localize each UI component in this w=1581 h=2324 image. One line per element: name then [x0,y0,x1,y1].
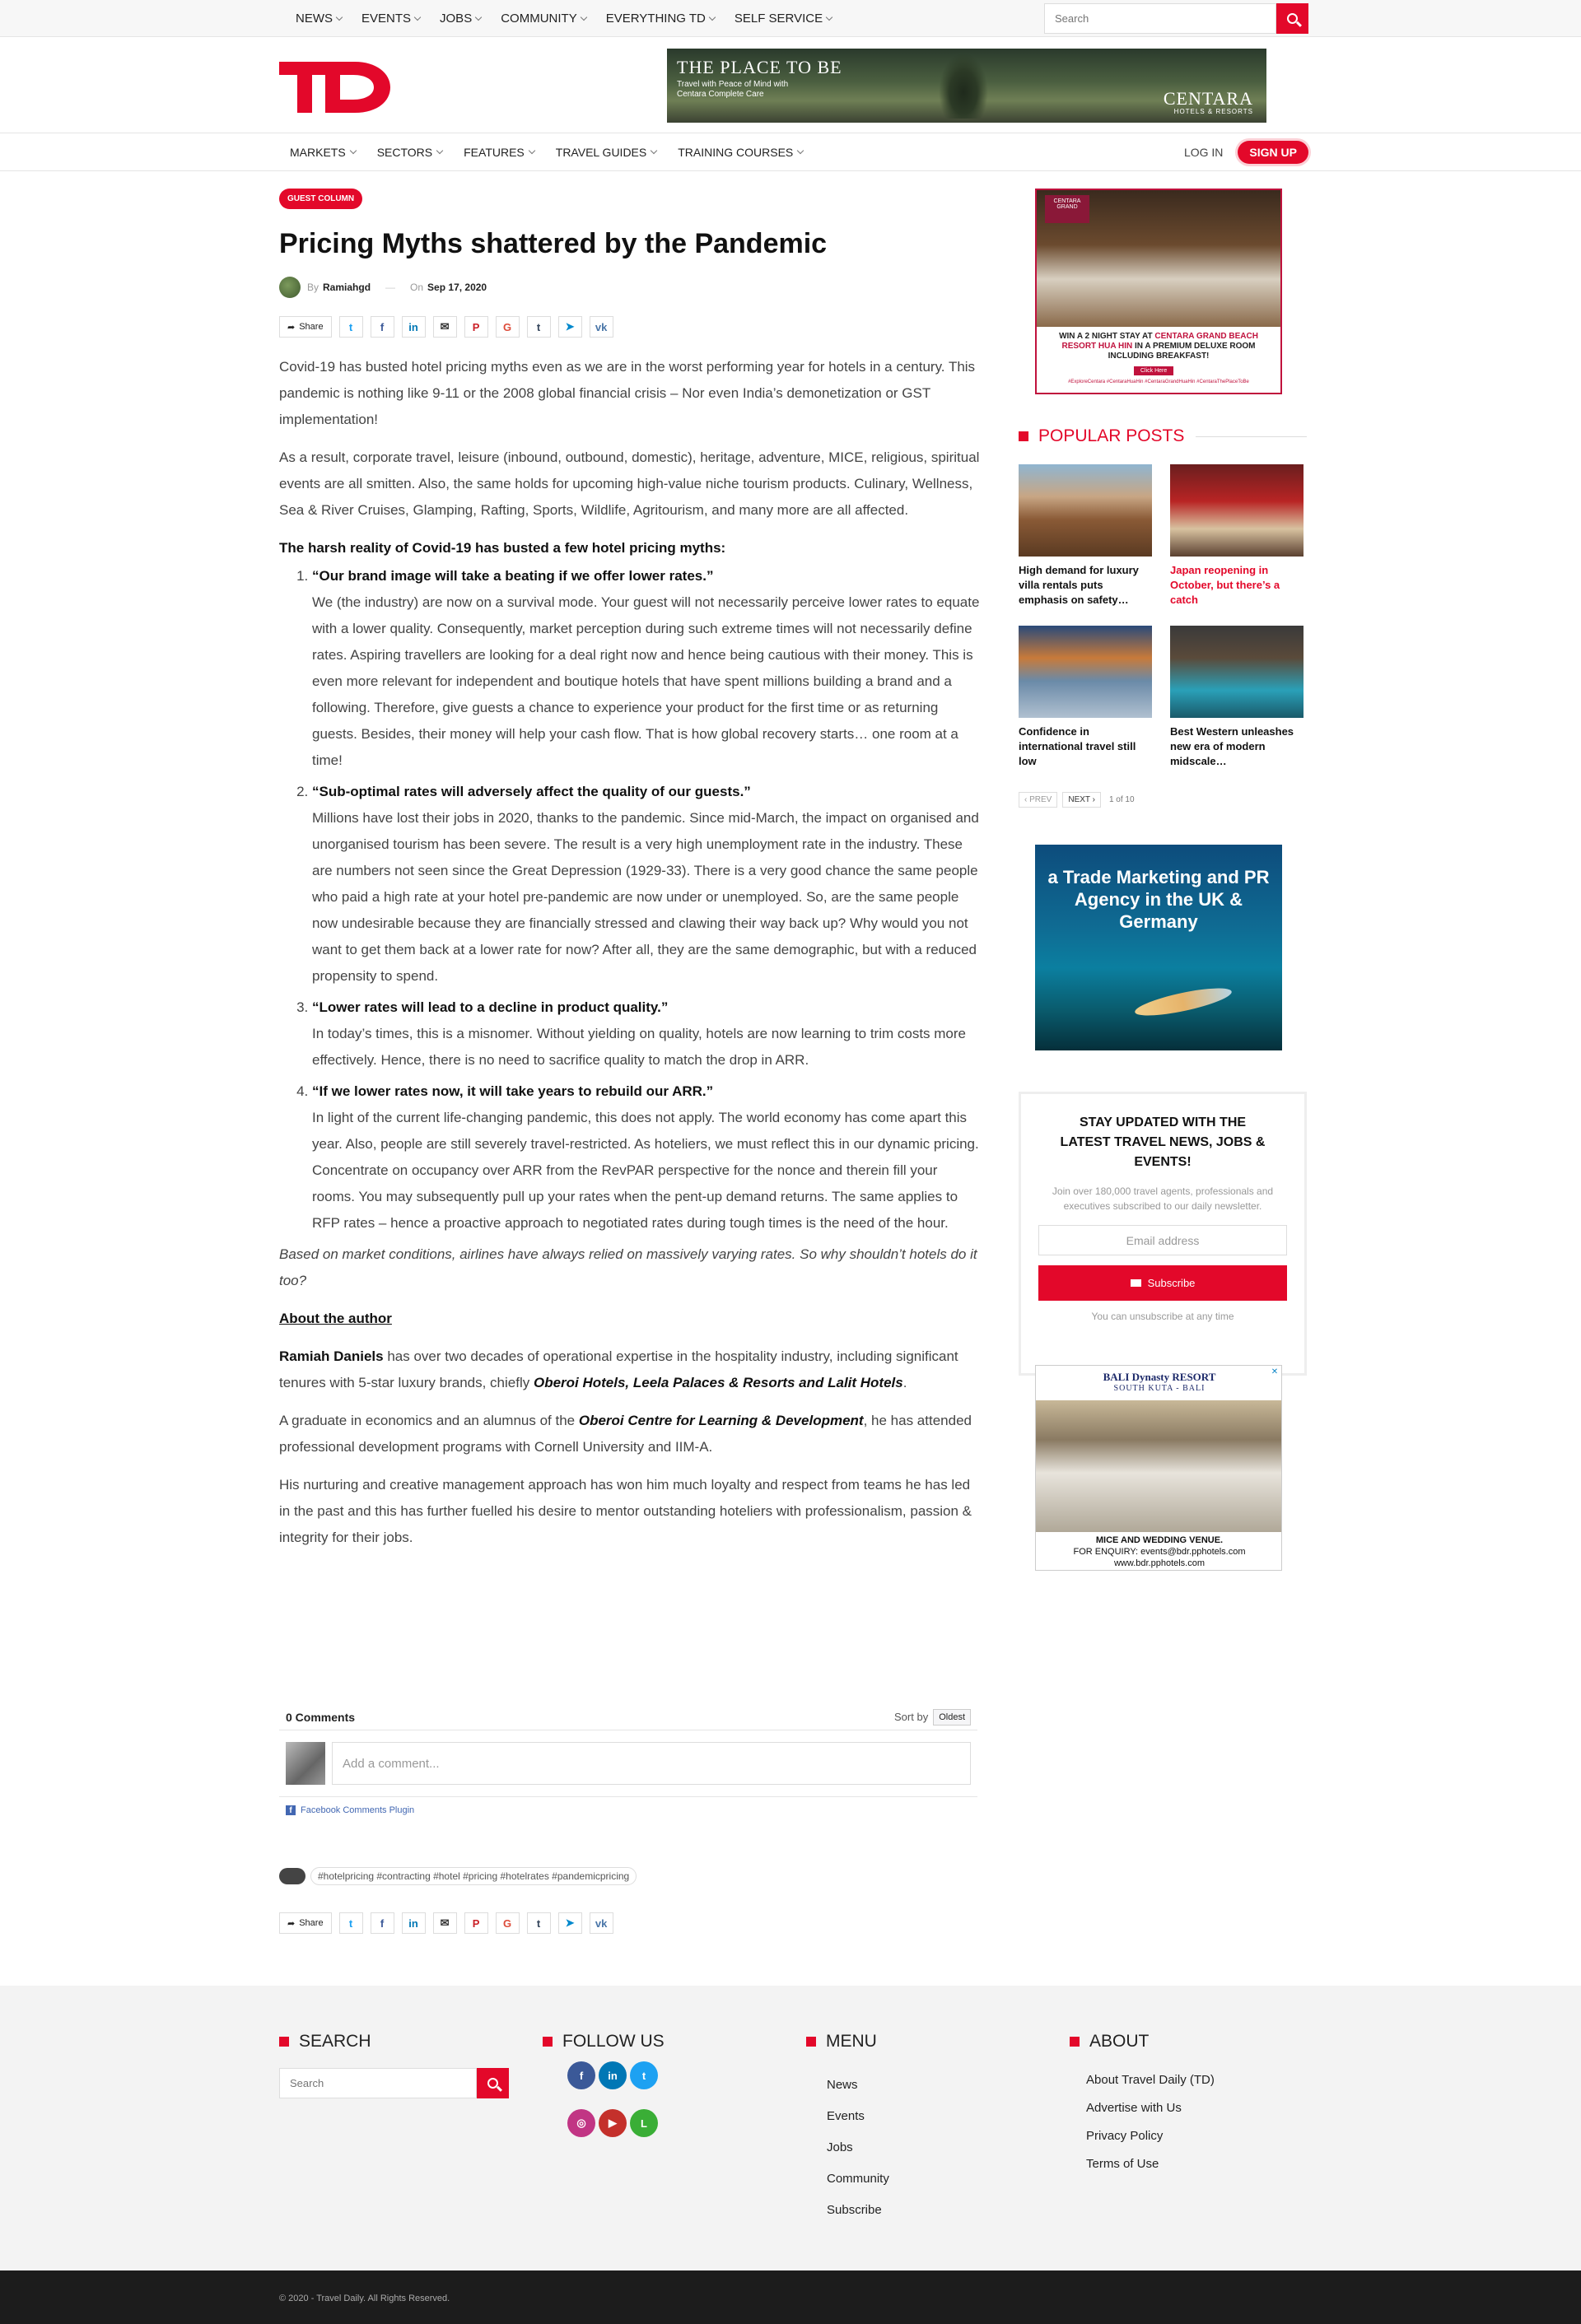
share-button[interactable]: ➦ Share [279,1912,332,1934]
ad-cta-button[interactable]: Click Here [1134,366,1173,375]
ad-logo: CENTARA GRAND [1045,195,1089,223]
site-logo[interactable] [279,58,390,116]
post-thumbnail [1170,626,1304,718]
pager-prev-button[interactable]: ‹ PREV [1019,792,1057,808]
popular-pager [1019,792,1135,808]
paragraph: As a result, corporate travel, leisure (inbound, outbound, domestic), heritage, adventure, MICE, religious, spiritual events are all smitten. Also, the same holds for upcoming high-value niche tourism products. Culinary, Wellness, Sea & River Cruises, Glamping, Rafting, Sports, Wildlife, Agritourism, and many more are all affected. [279,449,980,518]
telegram-icon[interactable]: ➤ [558,316,582,338]
popular-post[interactable]: High demand for luxury villa rentals puts emphasis on safety… [1019,464,1152,608]
popular-posts-heading: POPULAR POSTS [1019,426,1307,446]
footer-link-terms[interactable]: Terms of Use [1086,2157,1159,2171]
mainnav-item-features[interactable]: FEATURES [453,146,545,159]
pager-next-button[interactable]: NEXT › [1062,792,1101,808]
footer-link-events[interactable]: Events [827,2109,865,2123]
list-item: 1. “Our brand image will take a beating if we offer lower rates.” We (the industry) are now on a survival mode. Your guest will not necessarily perceive lower rates to equate with a lower quality. Consequently, market perception during such extreme times will not necessarily define rates. Aspiring travellers are looking for a deal right now and hence being cautious with their money. This is even more relevant for independent and boutique hotels that have spent millions building a brand and a following. Therefore, give guests a chance to experience your product for the first time or as returning guests. Besides, their money will help your cash flow. That is how global recovery starts… one room at a time! [312,563,984,774]
footer-link-advertise[interactable]: Advertise with Us [1086,2101,1182,2115]
myth-list [279,563,984,1237]
tumblr-icon[interactable]: t [527,1912,551,1934]
post-thumbnail [1019,464,1152,557]
chevron-down-icon [336,13,343,20]
facebook-icon[interactable]: f [567,2061,595,2089]
share-button[interactable]: ➦ Share [279,316,332,338]
chevron-down-icon [826,13,832,20]
topnav-item-events[interactable]: EVENTS [352,12,430,26]
pinterest-icon[interactable]: P [464,1912,488,1934]
popular-post[interactable]: Japan reopening in October, but there’s a catch [1170,464,1304,608]
footer-search: SEARCH Search [279,2032,509,2098]
commenter-avatar [286,1742,325,1785]
footer-follow: FOLLOW US f in t ◎ ▶ L [543,2032,665,2137]
bio-paragraph: His nurturing and creative management approach has won him much loyalty and respect from teams he has led in the past and this has further fuelled his desire to mentor outstanding hoteliers with professionalism, passion & integrity for their jobs. [279,1477,972,1545]
article-body [279,354,984,1551]
copyright-text: © 2020 - Travel Daily. All Rights Reserved. [279,2294,450,2303]
ad-close-icon[interactable]: ✕ [1271,1367,1279,1376]
topnav-item-jobs[interactable]: JOBS [430,12,491,26]
topnav-item-news[interactable]: NEWS [279,12,352,26]
banner-image [939,53,988,119]
share-icon: ➦ [287,1918,296,1929]
topnav-item-community[interactable]: COMMUNITY [491,12,596,26]
tag-list[interactable]: #hotelpricing #contracting #hotel #pricing #hotelrates #pandemicpricing [310,1867,637,1885]
footer-search-input[interactable] [279,2068,477,2098]
chevron-down-icon [797,147,804,153]
list-item: 4. “If we lower rates now, it will take years to rebuild our ARR.” In light of the current life-changing pandemic, this does not apply. The world economy has come apart this year. Also, people are still severely travel-restricted. As hoteliers, we must reflect this in our dynamic pricing. Concentrate on occupancy over ARR from the RevPAR perspective for the nonce and therein fill your rooms. You may subsequently pull up your rates when the pent-up demand returns. The same applies to RFP rates – hence a proactive approach to negotiated rates during tough times is the need of the hour. [312,1078,984,1237]
envelope-icon [1131,1279,1141,1287]
subscribe-button[interactable]: Subscribe [1038,1265,1287,1301]
search-input[interactable] [1044,3,1276,34]
sidebar-ad-bali-dynasty[interactable]: ✕ BALI Dynasty RESORT SOUTH KUTA - BALI MICE AND WEDDING VENUE. FOR ENQUIRY: events@bdr.pphotels.com www.bdr.pphotels.com [1035,1365,1282,1571]
post-thumbnail [1170,464,1304,557]
topnav-item-everything-td[interactable]: EVERYTHING TD [596,12,725,26]
popular-post[interactable]: Best Western unleashes new era of modern midscale… [1170,626,1304,769]
footer-link-news[interactable]: News [827,2078,858,2092]
comments-section: 0 Comments Sort by Oldest Add a comment... f Facebook Comments Plugin [279,1704,977,1815]
instagram-icon[interactable]: ◎ [567,2109,595,2137]
facebook-icon[interactable]: f [371,316,394,338]
copyright-bar [0,2270,1581,2324]
article-meta: By Ramiahgd — On Sep 17, 2020 [279,277,984,298]
paragraph: Covid-19 has busted hotel pricing myths even as we are in the worst performing year for hotels in a century. This pandemic is nothing like 9-11 or the 2008 global financial crisis – Nor even India’s demonetization or GST implementation! [279,359,976,427]
sidebar-ad-centara[interactable]: CENTARA GRAND WIN A 2 NIGHT STAY AT CENTARA GRAND BEACH RESORT HUA HIN IN A PREMIUM DELUXE ROOM INCLUDING BREAKFAST! Click Here #ExploreCentara #CentaraHuaHin #CentaraGrandHuaHin #CentaraThePlaceToBe [1035,189,1282,394]
facebook-icon: f [286,1805,296,1815]
list-item: 3. “Lower rates will lead to a decline in product quality.” In today’s times, this is a misnomer. Without yielding on quality, hotels are now learning to trim costs more effectively. Hence, there is no need to sacrifice quality to match the drop in ARR. [312,994,984,1074]
line-icon[interactable]: L [630,2109,658,2137]
footer-about: ABOUT About Travel Daily (TD) Advertise with Us Privacy Policy Terms of Use [1070,2032,1215,2178]
google-icon[interactable]: G [496,1912,520,1934]
email-icon[interactable]: ✉ [433,1912,457,1934]
login-link[interactable]: LOG IN [1183,145,1224,159]
main-nav [0,133,1581,171]
tag-row [279,1867,637,1885]
google-icon[interactable]: G [496,316,520,338]
chevron-down-icon [580,13,586,20]
banner-brand: CENTARA [1163,88,1253,109]
footer-link-about[interactable]: About Travel Daily (TD) [1086,2073,1215,2087]
closing-paragraph: Based on market conditions, airlines have always relied on massively varying rates. So why shouldn’t hotels do it too? [279,1246,977,1288]
mainnav-item-sectors[interactable]: SECTORS [366,146,453,159]
ad-image [1133,983,1234,1021]
tumblr-icon[interactable]: t [527,316,551,338]
banner-brand-sub: HOTELS & RESORTS [1173,108,1253,115]
article [279,189,984,1563]
vk-icon[interactable]: vk [590,316,613,338]
pager-count: 1 of 10 [1108,795,1135,804]
site-footer [0,1986,1581,2270]
mainnav-item-training-courses[interactable]: TRAINING COURSES [667,146,814,159]
linkedin-icon[interactable]: in [402,1912,426,1934]
article-title: Pricing Myths shattered by the Pandemic [279,228,828,259]
share-bar-bottom [279,1912,613,1934]
category-badge[interactable]: GUEST COLUMN [279,189,362,209]
chevron-down-icon [709,13,716,20]
sidebar-ad-agency[interactable]: a Trade Marketing and PR Agency in the UK & Germany [1035,845,1282,1050]
mainnav-item-travel-guides[interactable]: TRAVEL GUIDES [545,146,667,159]
signup-button[interactable]: SIGN UP [1238,141,1308,164]
twitter-icon[interactable]: t [339,316,363,338]
banner-headline: THE PLACE TO BE [677,57,842,77]
facebook-icon[interactable]: f [371,1912,394,1934]
youtube-icon[interactable]: ▶ [599,2109,627,2137]
mainnav-item-markets[interactable]: MARKETS [279,146,366,159]
post-thumbnail [1019,626,1152,718]
list-item: 2. “Sub-optimal rates will adversely affect the quality of our guests.” Millions have lost their jobs in 2020, thanks to the pandemic. Since mid-March, the impact on organised and unorganised tourism has been severe. The result is a very high unemployment rate in the industry. These are numbers not seen since the Great Depression (1929-33). There is a very good chance the same people who paid a high rate at your hotel pre-pandemic are now under or unemployed. So, are the same people now undesirable because they are financially stressed and clawing their way back up? Why would you not want to get them back at a lower rate for now? After all, they are the same demographic, but with a reduced propensity to spend. [312,779,984,990]
banner-subline: Travel with Peace of Mind with Centara Complete Care [677,80,789,99]
newsletter-email-input[interactable]: Email address [1038,1225,1287,1255]
share-bar [279,316,984,338]
footer-search-button[interactable] [477,2068,509,2098]
author-link[interactable]: Ramiahgd [323,282,371,293]
linkedin-icon[interactable]: in [402,316,426,338]
twitter-icon[interactable]: t [339,1912,363,1934]
search-button[interactable] [1276,3,1308,34]
vk-icon[interactable]: vk [590,1912,613,1934]
popular-post[interactable]: Confidence in international travel still low [1019,626,1152,769]
tag-icon [279,1868,305,1884]
ad-image [1036,1400,1282,1532]
chevron-down-icon [651,147,657,153]
share-icon: ➦ [287,322,296,333]
telegram-icon[interactable]: ➤ [558,1912,582,1934]
comment-count: 0 Comments [286,1710,356,1724]
search-icon [1287,13,1298,24]
footer-link-subscribe[interactable]: Subscribe [827,2203,882,2217]
header-banner-ad[interactable] [667,49,1266,123]
twitter-icon[interactable]: t [630,2061,658,2089]
pinterest-icon[interactable]: P [464,316,488,338]
chevron-down-icon [349,147,356,153]
article-date: Sep 17, 2020 [427,282,487,293]
top-bar [0,0,1581,37]
chevron-down-icon [529,147,535,153]
search-icon [487,2078,498,2089]
bio-paragraph: A graduate in economics and an alumnus of the Oberoi Centre for Learning & Development, he has attended professional development programs with Cornell University and IIM-A. [279,1413,972,1455]
footer-menu: MENU News Events Jobs Community Subscribe [806,2032,889,2226]
topnav-item-self-service[interactable]: SELF SERVICE [725,12,842,26]
linkedin-icon[interactable]: in [599,2061,627,2089]
chevron-down-icon [436,147,443,153]
footer-link-community[interactable]: Community [827,2172,889,2186]
top-nav [279,12,842,26]
sort-select[interactable]: Oldest [933,1709,971,1726]
chevron-down-icon [475,13,482,20]
site-header [0,37,1581,133]
newsletter-box: STAY UPDATED WITH THE LATEST TRAVEL NEWS, JOBS & EVENTS! Join over 180,000 travel agents, professionals and executives subscribed to our daily newsletter. Email address Subscribe You can unsubscribe at any time [1019,1092,1307,1376]
comment-input[interactable]: Add a comment... [332,1742,971,1785]
bio-paragraph: Ramiah Daniels has over two decades of operational expertise in the hospitality industry, including significant tenures with 5-star luxury brands, chiefly Oberoi Hotels, Leela Palaces & Resorts and Lalit Hotels. [279,1348,958,1390]
about-author-heading: About the author [279,1311,392,1326]
section-lead: The harsh reality of Covid-19 has busted a few hotel pricing myths: [279,540,726,556]
top-search [1044,3,1308,34]
chevron-down-icon [414,13,421,20]
footer-link-privacy[interactable]: Privacy Policy [1086,2129,1164,2143]
facebook-plugin-link[interactable]: Facebook Comments Plugin [301,1805,415,1815]
footer-link-jobs[interactable]: Jobs [827,2140,853,2154]
email-icon[interactable]: ✉ [433,316,457,338]
author-avatar[interactable] [279,277,301,298]
